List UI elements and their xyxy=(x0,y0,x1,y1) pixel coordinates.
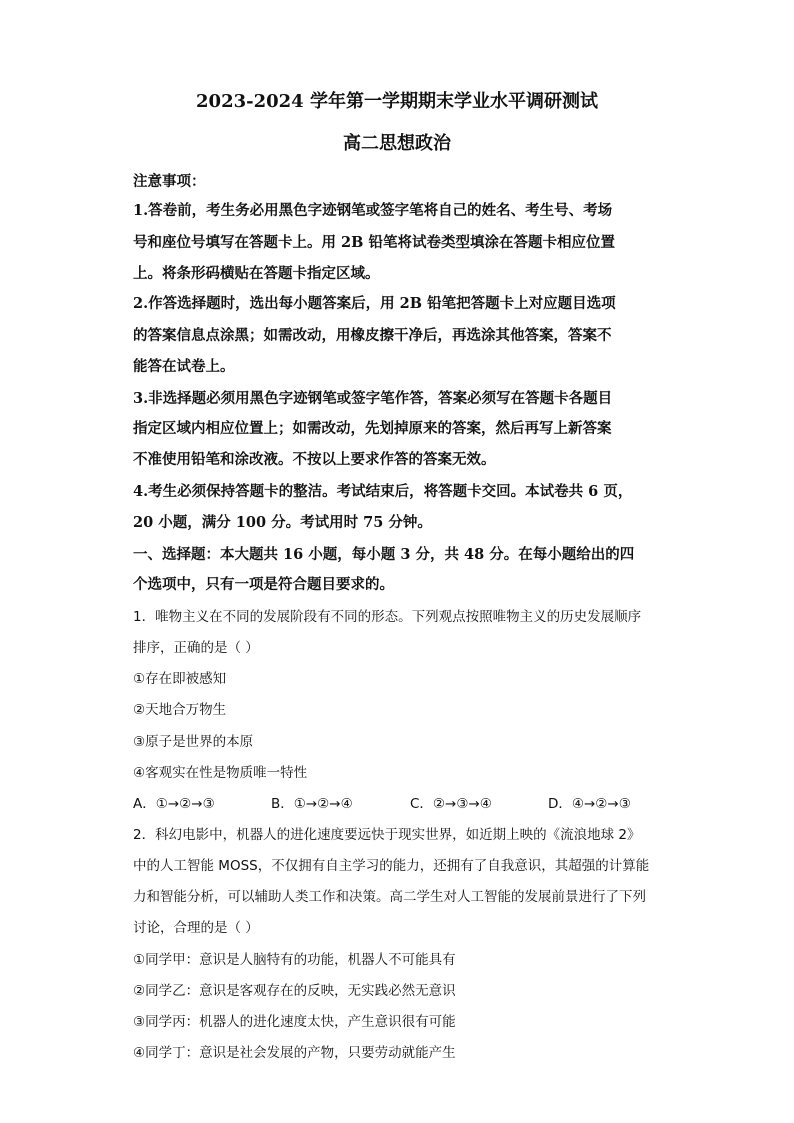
exam-subtitle: 高二思想政治 xyxy=(343,133,451,154)
notice-line: 1.答卷前，考生务必用黑色字迹钢笔或签字笔将自己的姓名、考生号、考场 xyxy=(133,202,613,219)
q1-options xyxy=(133,794,673,814)
notice-line: 号和座位号填写在答题卡上。用 2B 铅笔将试卷类型填涂在答题卡相应位置 xyxy=(133,234,615,251)
notice-line: 指定区域内相应位置上；如需改动，先划掉原来的答案，然后再写上新答案 xyxy=(133,420,612,437)
q2-stem: 讨论，合理的是（ ） xyxy=(133,920,259,936)
q2-stem: 中的人工智能 MOSS，不仅拥有自主学习的能力，还拥有了自我意识，其超强的计算能 xyxy=(133,858,650,874)
notice-heading: 注意事项： xyxy=(133,173,206,190)
q2-item: ③同学丙：机器人的进化速度太快，产生意识很有可能 xyxy=(133,1014,456,1030)
notice-line: 20 小题，满分 100 分。考试用时 75 分钟。 xyxy=(133,514,432,531)
notice-line: 3.非选择题必须用黑色字迹钢笔或签字笔作答，答案必须写在答题卡各题目 xyxy=(133,390,613,407)
notice-line: 能答在试卷上。 xyxy=(133,358,235,375)
q1-item: ③原子是世界的本原 xyxy=(133,734,254,750)
q2-stem: 2．科幻电影中，机器人的进化速度要远快于现实世界，如近期上映的《流浪地球 2》 xyxy=(133,827,641,843)
q1-option-c[interactable]: C．②→③→④ xyxy=(410,796,492,812)
q2-item: ②同学乙：意识是客观存在的反映，无实践必然无意识 xyxy=(133,983,456,999)
q1-option-a[interactable]: A．①→②→③ xyxy=(133,796,215,812)
q1-item: ②天地合万物生 xyxy=(133,702,227,718)
q1-option-b[interactable]: B．①→②→④ xyxy=(271,796,353,812)
q1-item: ④客观实在性是物质唯一特性 xyxy=(133,765,308,781)
section-heading: 一、选择题：本大题共 16 小题，每小题 3 分，共 48 分。在每小题给出的四 xyxy=(133,546,635,563)
q1-option-d[interactable]: D．④→②→③ xyxy=(548,796,631,812)
notice-line: 2.作答选择题时，选出每小题答案后，用 2B 铅笔把答题卡上对应题目选项 xyxy=(133,295,616,312)
notice-line: 上。将条形码横贴在答题卡指定区域。 xyxy=(133,265,380,282)
q1-stem: 排序，正确的是（ ） xyxy=(133,640,259,656)
exam-title: 2023-2024 学年第一学期期末学业水平调研测试 xyxy=(196,91,598,112)
notice-line: 的答案信息点涂黑；如需改动，用橡皮擦干净后，再选涂其他答案，答案不 xyxy=(133,327,612,344)
q1-stem: 1．唯物主义在不同的发展阶段有不同的形态。下列观点按照唯物主义的历史发展顺序 xyxy=(133,609,642,625)
q2-stem: 力和智能分析，可以辅助人类工作和决策。高二学生对人工智能的发展前景进行了下列 xyxy=(133,889,646,905)
notice-line: 4.考生必须保持答题卡的整洁。考试结束后，将答题卡交回。本试卷共 6 页， xyxy=(133,483,633,500)
notice-line: 不准使用铅笔和涂改液。不按以上要求作答的答案无效。 xyxy=(133,451,496,468)
section-heading: 个选项中，只有一项是符合题目要求的。 xyxy=(133,576,394,593)
q2-item: ①同学甲：意识是人脑特有的功能，机器人不可能具有 xyxy=(133,952,456,968)
q2-item: ④同学丁：意识是社会发展的产物，只要劳动就能产生 xyxy=(133,1045,456,1061)
q1-item: ①存在即被感知 xyxy=(133,671,227,687)
